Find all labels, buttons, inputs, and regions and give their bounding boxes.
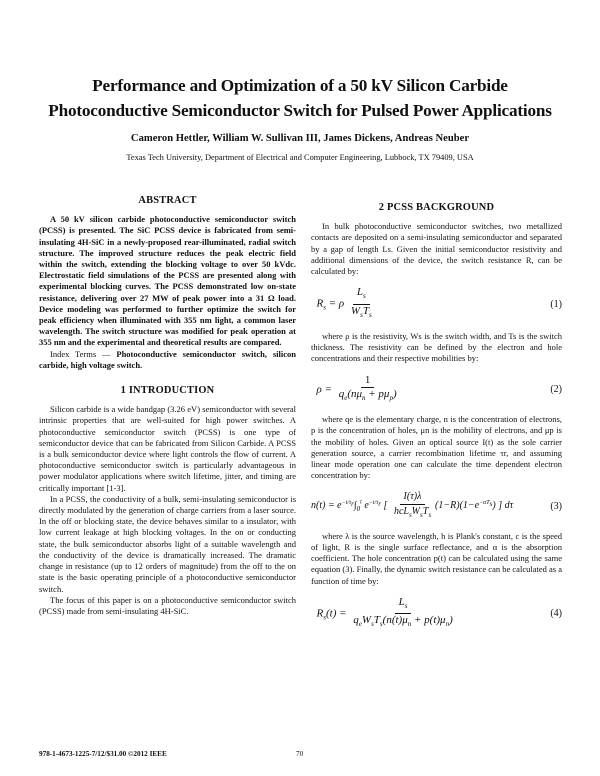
index-terms [39, 349, 296, 371]
abstract-heading: ABSTRACT [138, 195, 197, 206]
background-paragraph: where ρ is the resistivity, Ws is the switch width, and Ts is the switch thickness. The resistivity can be defined by the electron and hole concentrations and their respective mobilities by: [311, 331, 562, 364]
index-terms-label: Index Terms — [50, 348, 117, 359]
background-paragraph: where qe is the elementary charge, n is the concentration of electrons, p is the concentration of holes, μn is the mobility of electrons, and μp is the mobility of holes. Given an optical source I(t) as the sole carrier generation source, a carrier recombination lifetime τr, and assuming linear mode operation one can calculate the time dependent electron concentration by: [311, 414, 562, 481]
title-line-2: Photoconductive Semiconductor Switch for Pulsed Power Applications [48, 101, 552, 120]
equation-1: $R_s = \rho$ $\frac{L_s}{W_sT_s}$ (1) [311, 286, 562, 319]
intro-paragraph: The focus of this paper is on a photoconductive semiconductor switch (PCSS) made from semi-insulating 4H-SiC. [39, 594, 296, 616]
paper-title [40, 73, 560, 123]
equation-number: (3) [550, 500, 562, 512]
index-terms-text: Photoconductive semiconductor switch, silicon carbide, high voltage switch. [39, 348, 296, 370]
affiliation: Texas Tech University, Department of Electrical and Computer Engineering, Lubbock, TX 79409, USA [126, 153, 474, 162]
left-column [39, 195, 296, 617]
equation-number: (2) [550, 383, 562, 395]
intro-paragraph: Silicon carbide is a wide bandgap (3.26 eV) semiconductor with several intrinsic properties that are well-suited for high power switches. A photoconductive semiconductor switch (PCSS) is one type of semiconductor device that can be fabricated from Silicon Carbide. A PCSS is a bulk semiconductor device where light controls the flow of current. A photoconductive semiconductor switch is particularly advantageous in power modulator applications where switch lifetime, jitter, and timing are critically important [1-3]. [39, 404, 296, 493]
equation-4: $R_s(t)$ = $\frac{L_s}{q_eW_sT_s(n(t)\mu_n + p(t)\mu_n)}$ (4) [311, 595, 562, 629]
background-paragraph: where λ is the source wavelength, h is Plank's constant, c is the speed of light, R is the single surface reflectance, and α is the absorption coefficient. The hole concentration p(t) can be calculated using the same equation (3). Finally, the dynamic switch resistance can be calculated as a function of time by: [311, 530, 562, 586]
copyright-footer: 978-1-4673-1225-7/12/$31.00 ©2012 IEEE [39, 750, 167, 758]
equation-number: (1) [550, 298, 562, 310]
intro-heading: 1 INTRODUCTION [120, 385, 215, 397]
background-heading: 2 PCSS BACKGROUND [378, 202, 495, 213]
background-paragraph: In bulk photoconductive semiconductor switches, two metallized contacts are deposited on a semi-insulating semiconductor and separated by a gap of length Ls. Given the initial semiconductor resistivity and additional dimensions of the device, the switch resistance R, can be calculated by: [311, 221, 562, 277]
page-number: 70 [296, 750, 304, 758]
equation-3: $n(t) = e^{-t/\tau_r}\int_0^t$ $e^{-t/\tau_r}$ [ $\frac{I(\tau)\lambda}{hcL_sW_sT_s}$ $(1-R)(1-e^{-\alpha T_s})$ ] dτ (3) [311, 491, 562, 519]
equation-number: (4) [550, 608, 562, 620]
abstract-text: A 50 kV silicon carbide photoconductive semiconductor switch (PCSS) is presented. The SiC PCSS device is fabricated from semi-insulating 4H-SiC in a newly-proposed rear-illuminated, radial switch structure. The improved structure reduces the peak electric field within the switch, extending the blocking voltage to over 50 kVdc. Electrostatic field simulations of the PCSS are presented along with experimental blocking curves. The PCSS demonstrated low on-state resistance, delivering over 27 MW of peak power into a 31 Ω load. Device modeling was performed to further optimize the switch for peak efficiency when illuminated with 355 nm light, a common laser wavelength. The switch structure was modified for peak operation at 355 nm and the experimental and theoretical results are compared. [39, 214, 296, 348]
right-column [311, 202, 562, 631]
equation-2: ρ = $\frac{1}{q_e(n\mu_n + p\mu_p)}$ (2) [311, 373, 562, 402]
title-line-1: Performance and Optimization of a 50 kV Silicon Carbide [92, 76, 508, 95]
author-list: Cameron Hettler, William W. Sullivan III, James Dickens, Andreas Neuber [130, 133, 470, 144]
intro-paragraph: In a PCSS, the conductivity of a bulk, semi-insulating semiconductor is directly modulated by the generation of charge carriers from a laser source. In the off or blocking state, the device behaves similar to a insulator, with low current leakage at high blocking voltages. In the on or conducting state, the bulk semiconductor absorbs light of a suitable wavelength and the conductivity of the device is dramatically increased. The dramatic change in resistance (up to 12 orders of magnitude) from the off to the on state is the basic operating principle of a photoconductive semiconductor switch. [39, 493, 296, 594]
